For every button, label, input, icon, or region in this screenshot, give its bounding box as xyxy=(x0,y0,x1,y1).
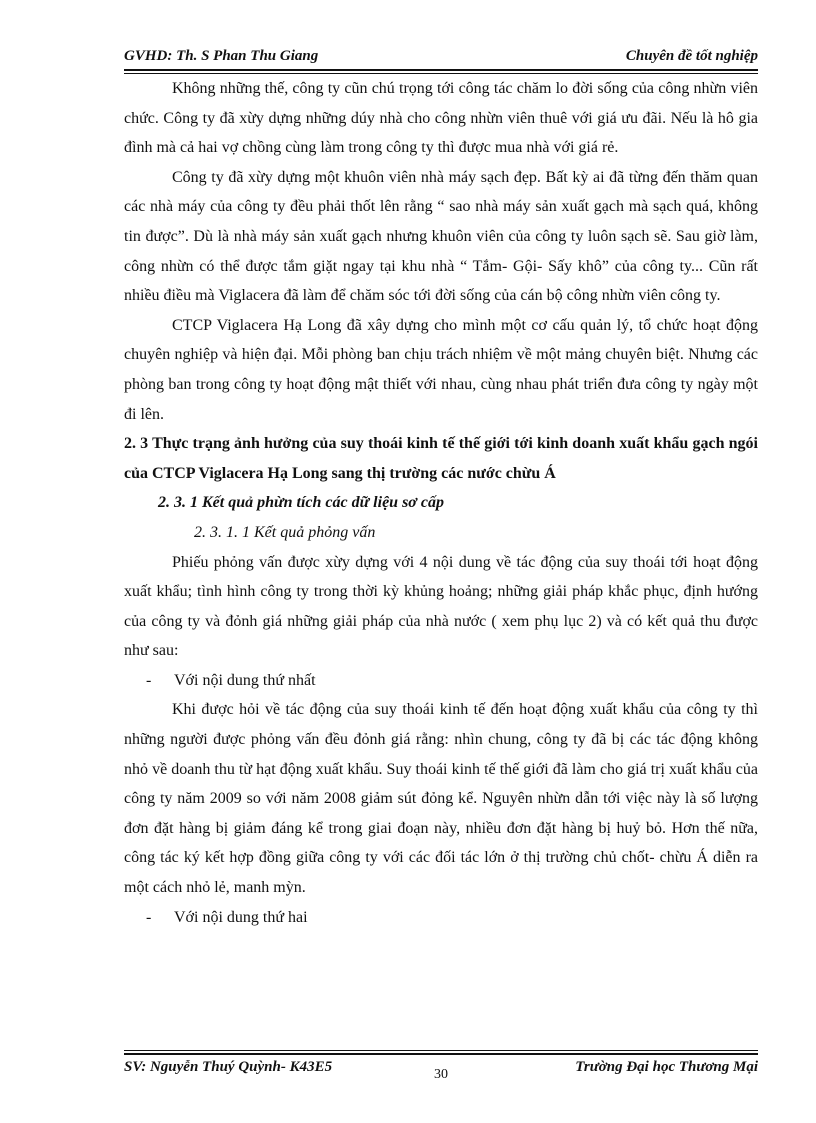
bullet-text-second: Với nội dung thứ hai xyxy=(174,908,308,926)
page-number: 30 xyxy=(434,1067,448,1082)
footer-student: SV: Nguyễn Thuý Quỳnh- K43E5 xyxy=(124,1059,333,1075)
header-supervisor: GVHD: Th. S Phan Thu Giang xyxy=(124,48,319,64)
list-item xyxy=(124,666,758,696)
paragraph-interview-intro: Phiếu phỏng vấn được xừy dựng với 4 nội dung về tác động của suy thoái tới hoạt động xuất khẩu; tình hình công ty trong thời kỳ khủng hoảng; những giải pháp khắc phục, định hướng của công ty và đỏnh giá những giải pháp của nhà nước ( xem phụ lục 2) và có kết quả thu được như sau: xyxy=(124,553,758,660)
footer-rule-thin xyxy=(124,1050,758,1051)
paragraph-factory-campus: Công ty đã xừy dựng một khuôn viên nhà máy sạch đẹp. Bất kỳ ai đã từng đến thăm quan các nhà máy của công ty đều phải thốt lên rằng “ sao nhà máy sản xuất gạch mà sạch quá, không tin được”. Dù là nhà máy sản xuất gạch nhưng khuôn viên của công ty luôn sạch sẽ. Sau giờ làm, công nhừn có thể được tắm giặt ngay tại khu nhà “ Tắm- Gội- Sấy khô” của công ty... Cũn rất nhiều điều mà Viglacera đã làm để chăm sóc tới đời sống của cán bộ công nhừn viên công ty. xyxy=(124,168,758,305)
paragraph-first-content: Khi được hỏi về tác động của suy thoái kinh tế đến hoạt động xuất khẩu của công ty thì những người được phỏng vấn đều đỏnh giá rằng: nhìn chung, công ty đã bị các tác động không nhỏ về doanh thu từ hạt động xuất khẩu. Suy thoái kinh tế thế giới đã làm cho giá trị xuất khẩu của công ty năm 2009 so với năm 2008 giảm sút đỏng kể. Nguyên nhừn dẫn tới việc này là số lượng đơn đặt hàng bị giảm đáng kể trong giai đoạn này, nhiều đơn đặt hàng bị huỷ bỏ. Hơn thế nữa, công tác ký kết hợp đồng giữa công ty với các đối tác lớn ở thị trường chủ chốt- chừu Á diễn ra một cách nhỏ lẻ, manh mỳn. xyxy=(124,701,758,897)
list-item xyxy=(124,903,758,933)
footer-rule-thick xyxy=(124,1053,758,1055)
header-rule-thick xyxy=(124,69,758,71)
bullet-text-first: Với nội dung thứ nhất xyxy=(174,671,316,689)
bullet-dash: - xyxy=(146,908,152,926)
subsection-heading: 2. 3. 1 Kết quả phừn tích các dữ liệu sơ cấp xyxy=(158,494,444,512)
subsubsection-heading: 2. 3. 1. 1 Kết quả phỏng vấn xyxy=(194,523,376,541)
page-header xyxy=(124,48,758,70)
page-footer xyxy=(124,1050,758,1090)
section-heading: 2. 3 Thực trạng ảnh hưởng của suy thoái kinh tế thế giới tới kinh doanh xuất khẩu gạch ngói của CTCP Viglacera Hạ Long sang thị trường các nước chừu Á xyxy=(124,435,758,482)
paragraph-organization: CTCP Viglacera Hạ Long đã xây dựng cho mình một cơ cấu quản lý, tổ chức hoạt động chuyên nghiệp và hiện đại. Mỗi phòng ban chịu trách nhiệm về một mảng chuyên biệt. Nhưng các phòng ban trong công ty hoạt động mật thiết với nhau, cùng nhau phát triển đưa công ty ngày một đi lên. xyxy=(124,316,758,423)
page-body xyxy=(124,74,758,932)
bullet-dash: - xyxy=(146,671,152,689)
footer-university: Trường Đại học Thương Mại xyxy=(575,1059,758,1075)
paragraph-housing: Không những thế, công ty cũn chú trọng tới công tác chăm lo đời sống của công nhừn viên chức. Công ty đã xừy dựng những dúy nhà cho công nhừn viên thuê với giá ưu đãi. Nếu là hô gia đình mà cả hai vợ chồng cùng làm trong công ty thì được mua nhà với giá rẻ. xyxy=(124,80,758,157)
header-document-type: Chuyên đề tốt nghiệp xyxy=(625,48,758,64)
